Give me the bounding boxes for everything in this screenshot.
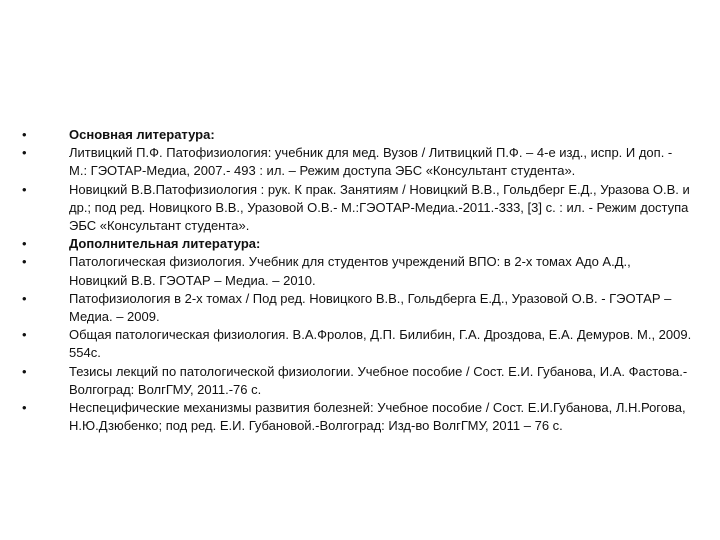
reference-text: Патологическая физиология. Учебник для студентов учреждений ВПО: в 2-х томах Адо А.Д., Новицкий В.В. ГЭОТАР – Медиа. – 2010.	[69, 254, 631, 288]
bullet-icon: •	[22, 254, 27, 270]
list-item	[22, 290, 692, 326]
list-item	[22, 235, 692, 253]
bullet-icon: •	[22, 236, 27, 252]
bullet-icon: •	[22, 327, 27, 343]
list-item	[22, 181, 692, 236]
list-item	[22, 126, 692, 144]
reference-text: Тезисы лекций по патологической физиологии. Учебное пособие / Сост. Е.И. Губанова, И.А. Фастова.-Волгоград: ВолгГМУ, 2011.-76 с.	[69, 363, 688, 397]
reference-text: Патофизиология в 2-х томах / Под ред. Новицкого В.В., Гольдберга Е.Д., Уразовой О.В. - ГЭОТАР – Медиа. – 2009.	[69, 290, 672, 325]
list-item	[22, 253, 692, 289]
list-item	[22, 363, 692, 399]
bullet-icon: •	[22, 363, 27, 379]
bullet-icon: •	[22, 181, 27, 197]
bullet-icon: •	[22, 145, 27, 161]
reference-text: Литвицкий П.Ф. Патофизиология: учебник для мед. Вузов / Литвицкий П.Ф. – 4-е изд., испр. И доп. - М.: ГЭОТАР-Медиа, 2007.- 493 : ил. – Режим доступа ЭБС «Консультант студента».	[69, 145, 673, 179]
bullet-icon: •	[22, 400, 27, 416]
bibliography-list	[22, 126, 692, 435]
reference-text: Новицкий В.В.Патофизиология : рук. К прак. Занятиям / Новицкий В.В., Гольдберг Е.Д., Уразова О.В. и др.; под ред. Новицкого В.В., Уразовой О.В.- М.:ГЭОТАР-Медиа.-2011.-333, [3] с. : ил. - Режим доступа ЭБС «Консультант студента».	[69, 181, 690, 234]
section-heading-additional: Дополнительная литература:	[69, 236, 261, 252]
list-item	[22, 326, 692, 362]
bullet-icon: •	[22, 290, 27, 306]
reference-text: Общая патологическая физиология. В.А.Фролов, Д.П. Билибин, Г.А. Дроздова, Е.А. Демуров. М., 2009. 554с.	[69, 327, 692, 361]
bullet-icon: •	[22, 127, 27, 142]
list-item	[22, 399, 692, 435]
list-item	[22, 144, 692, 180]
reference-text: Неспецифические механизмы развития болезней: Учебное пособие / Сост. Е.И.Губанова, Л.Н.Рогова, Н.Ю.Дзюбенко; под ред. Е.И. Губановой.-Волгоград: Изд-во ВолгГМУ, 2011 – 76 с.	[69, 400, 686, 434]
section-heading-main: Основная литература:	[69, 127, 215, 142]
